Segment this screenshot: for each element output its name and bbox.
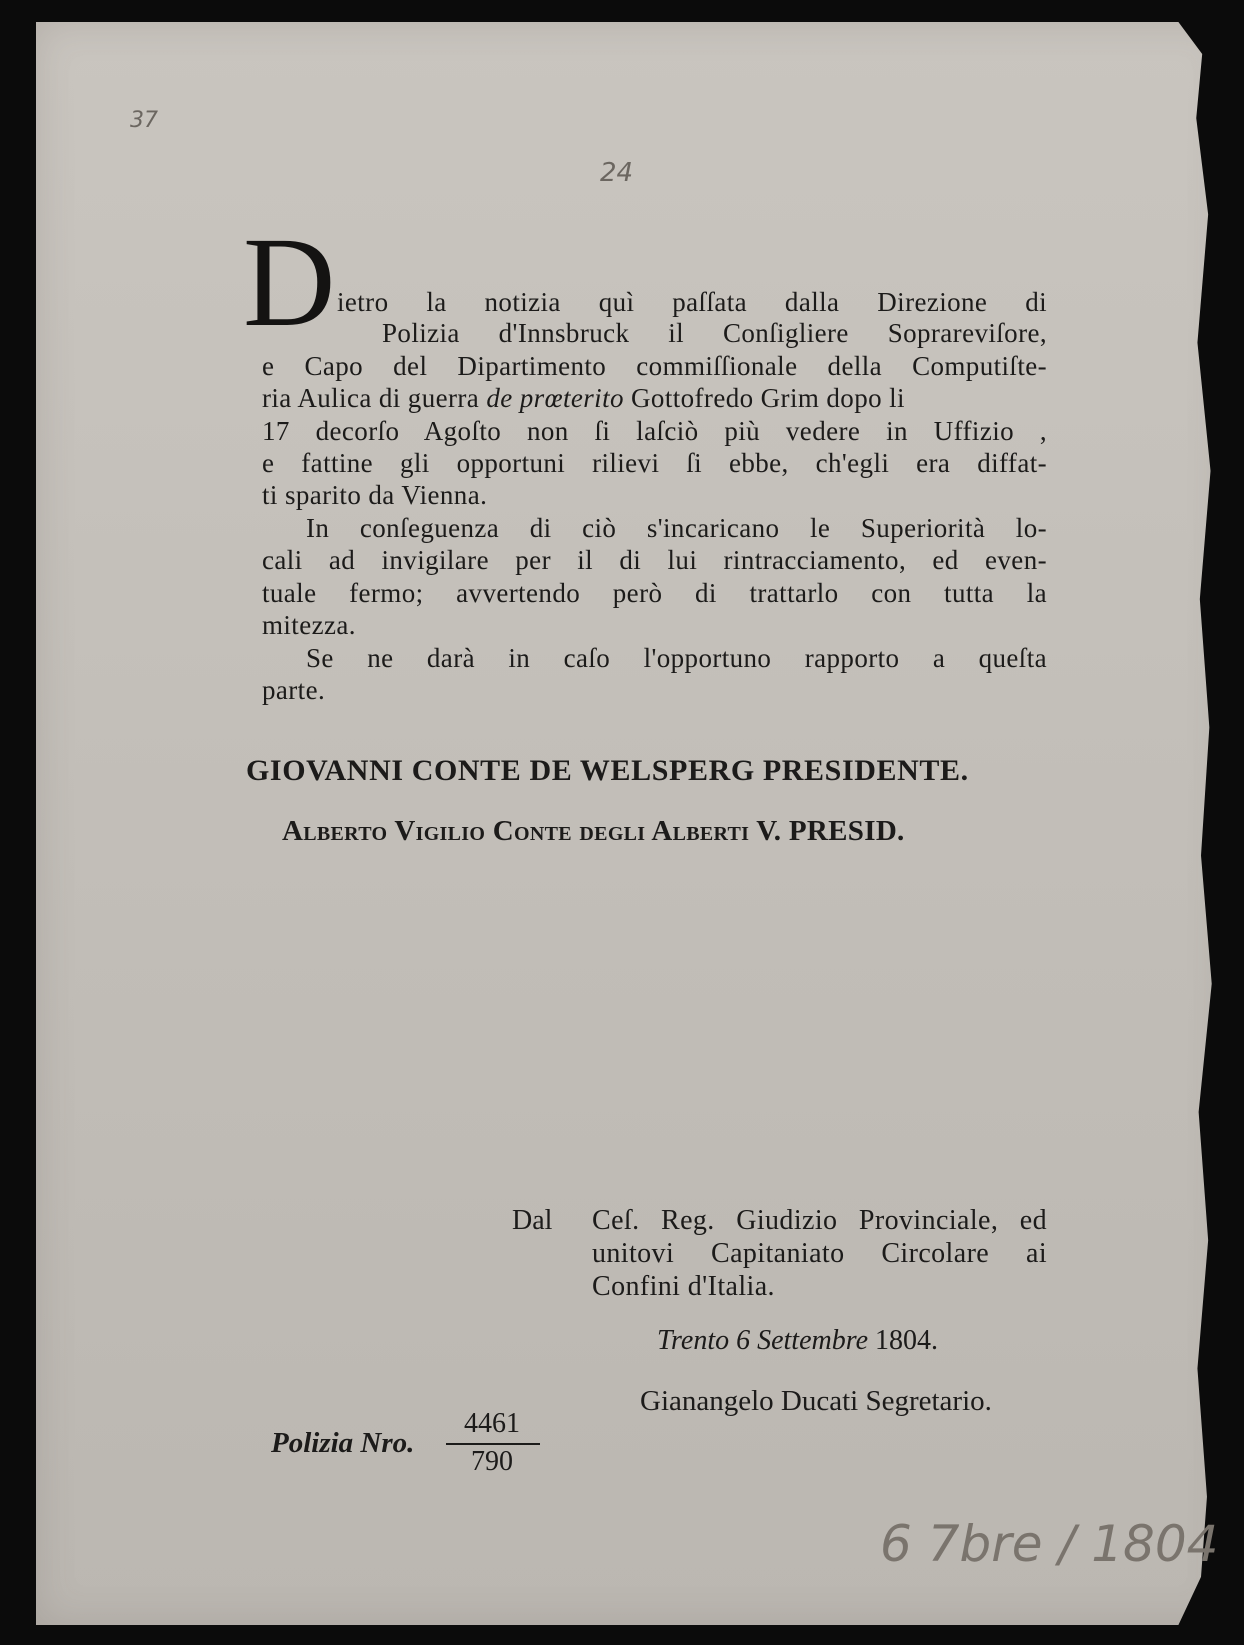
signature-president: GIOVANNI CONTE DE WELSPERG PRESIDENTE. [246, 754, 969, 787]
polizia-number-bottom: 790 [471, 1446, 513, 1477]
polizia-label: Polizia Nro. [271, 1427, 415, 1459]
text-line [262, 383, 1047, 414]
fraction-bar [446, 1443, 540, 1445]
handwritten-page-number-left: 37 [130, 108, 158, 133]
issuer-prefix: Dal [512, 1205, 553, 1236]
text-line: e Capo del Dipartimento commiſſionale della Computiſte- [262, 351, 1047, 381]
text-line: parte. [262, 675, 326, 705]
drop-cap: D [243, 211, 336, 353]
text-line: tuale fermo; avvertendo però di trattarlo con tutta la [262, 578, 1047, 608]
handwritten-page-number-top: 24 [600, 158, 634, 188]
place-date: Trento 6 Settembre [657, 1325, 869, 1356]
secretary-signature: Gianangelo Ducati Segretario. [640, 1385, 992, 1417]
issuer-line: Ceſ. Reg. Giudizio Provinciale, ed [592, 1205, 1047, 1236]
signature-vice-president: Alberto Vigilio Conte degli Alberti V. PRESID. [282, 815, 905, 847]
text-line: cali ad invigilare per il di lui rintracciamento, ed even- [262, 545, 1047, 575]
issuer-line: Confini d'Italia. [592, 1271, 775, 1302]
handwritten-date: 6 7bre / 1804 [880, 1515, 1219, 1573]
text-line: ti sparito da Vienna. [262, 480, 488, 510]
text-fragment: ria Aulica di guerra [262, 383, 480, 413]
text-line: Se ne darà in caſo l'opportuno rapporto a queſta [306, 643, 1047, 673]
text-line: ietro la notizia quì paſſata dalla Direzione di [337, 287, 1047, 317]
text-line: mitezza. [262, 610, 356, 640]
year: 1804. [875, 1325, 939, 1356]
text-line: e fattine gli opportuni rilievi ſi ebbe, ch'egli era diffat- [262, 448, 1047, 478]
place-date-line [657, 1325, 938, 1357]
text-line: 17 decorſo Agoſto non ſi laſciò più vedere in Uffizio , [262, 416, 1047, 446]
text-line: In conſeguenza di ciò s'incaricano le Superiorità lo- [306, 513, 1047, 543]
text-line: Polizia d'Innsbruck il Conſigliere Soprareviſore, [382, 318, 1047, 348]
latin-phrase: de prœterito [486, 383, 624, 413]
polizia-number-top: 4461 [464, 1408, 520, 1439]
text-fragment: Gottofredo Grim dopo li [631, 383, 905, 413]
issuer-line: unitovi Capitaniato Circolare ai [592, 1238, 1047, 1269]
